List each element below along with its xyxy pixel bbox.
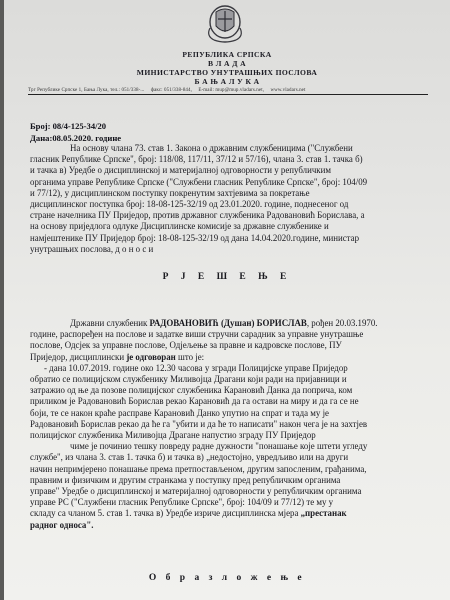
reference-number: Број: 08/4-125-34/20 [30, 121, 107, 131]
intro-line: дисциплинског поступка број: 18-08-125-32/19 од 23.01.2020. године, поднесеног од [30, 199, 349, 210]
employee-name: РАДОВАНОВИЋ (Душан) БОРИСЛАВ [149, 318, 307, 328]
intro-line: стране начелника ПУ Приједор, против државног службеника Радовановић Борислава, а [30, 210, 365, 221]
letterhead-government: В Л А Д А [207, 59, 247, 68]
reference-date: Дана:08.05.2020. године [30, 133, 122, 143]
intro-line: унутрашњих послова, д о н о с и [30, 243, 154, 254]
intro-line: и 77/12), у дисциплинском поступку покренутим захтјевима за покретање [30, 187, 310, 198]
decision-paragraph [30, 318, 434, 531]
decision-heading: Р Ј Е Ш Е Њ Е [162, 272, 292, 282]
contact-web: www.vladars.net [270, 88, 306, 93]
intro-line: на основу приједлога одлуке Дисциплинске комисије за државне службенике и [30, 221, 329, 232]
letterhead-ministry: МИНИСТАРСТВО УНУТРАШЊИХ ПОСЛОВА [136, 68, 318, 77]
document-page [4, 0, 450, 600]
sanction-line-end: радног односа". [30, 519, 94, 530]
violation-line: чиме је починио тешку повреду радне дужности "понашање које штети угледу [70, 441, 368, 452]
incident-line: приликом је Радовановић Борислав рекао Карановић да га остави на миру и да га се не [30, 396, 359, 407]
contact-address: Трг Републике Српске 1, Бања Лука, тел.: 051/338-... [28, 88, 145, 93]
coat-of-arms-icon [200, 2, 250, 46]
decision-line: године, распоређен на послове и задатке виши стручни сарадник за управне унутрашње [30, 329, 364, 340]
decision-line-4-pre: Приједор, дисциплински [30, 351, 127, 362]
intro-line: На основу члана 73. став 1. Закона о државним службеницима ("Службени [70, 143, 353, 153]
sanction-line-pre: складу са чланом 5. став 1. тачка в) Уредбе изриче дисциплинска мјера [30, 508, 301, 519]
violation-line: начин непримјерено понашање према претпостављеном, другим запосленим, грађанима, [30, 463, 367, 474]
letterhead-republic: РЕПУБЛИКА СРПСКА [182, 50, 272, 59]
incident-line: - дана 10.07.2019. године око 12.30 часова у згради Полицијске управе Приједор [44, 362, 348, 373]
contact-email: Е-mail: mup@mup.vladars.net, [198, 88, 265, 93]
decision-line-1 [30, 318, 434, 329]
sanction-line [30, 508, 434, 519]
incident-line: затражио од ње да позове полицијског службеника Карановић Данка да поприча, ком [30, 385, 353, 396]
intro-line: органима управе Републике Српске ("Службени гласник Републике Српске", број: 104/09 [30, 176, 368, 187]
letterhead-city: Б А Њ А Л У К А [194, 77, 260, 86]
intro-line: и тачка в) Уредбе о дисциплинској и материјалној одговорности у републичким [30, 165, 331, 176]
decision-line-1-post: , рођен 20.03.1970. [306, 318, 378, 328]
intro-paragraph [30, 143, 434, 255]
letterhead [4, 50, 450, 86]
reasoning-heading: О б р а з л о ж е њ е [148, 573, 306, 583]
decision-line-4-post: што је: [175, 351, 205, 362]
reference-block [30, 120, 121, 144]
decision-line: послове, Одсјек за управне послове, Одјељење за правне и кадровске послове, ПУ [30, 340, 342, 351]
incident-line: полицијског службеника Миливојца Драгане напустио зграду ПУ Приједор [30, 430, 316, 441]
incident-line: боји, те се након краће расправе Карановић Данко упутио на спрат и тада му је [30, 407, 329, 418]
incident-line: Радовановић Борислав рекао да ће га "убити и да ће то написати" након чега је на захтјев [30, 418, 368, 429]
contact-fax: факс: 051/338-844, [150, 88, 192, 93]
sanction-phrase: „престанак [300, 508, 347, 519]
contact-line [28, 88, 428, 95]
violation-line: службе", из члана 3. став 1. тачка б) и тачка в) „недостојно, увредљиво или на други [30, 452, 349, 463]
intro-line: гласник Републике Српске", број: 118/08, 117/11, 37/12 и 57/16), члана 3. став 1. тачка б) [30, 154, 363, 165]
incident-line: обратио се полицијском службенику Миливојца Драгани који ради на пријавници и [30, 374, 347, 385]
violation-line: правним и физичким и другим странкама у поступку пред републичким органима [30, 474, 341, 485]
decision-line-1-pre: Државни службеник [70, 318, 150, 328]
responsibility-phrase: је одговоран [126, 351, 176, 362]
intro-line: намјештенике ПУ Приједор број: 18-08-125-32/19 од дана 14.04.2020.године, министар [30, 232, 360, 243]
decision-line-4 [30, 352, 434, 363]
violation-line: управе" Уредбе о дисциплинској и материјалној одговорности у републичким органима [30, 486, 362, 497]
violation-line: управе РС ("Службени гласник Републике Српске", број: 104/09 и 77/12) те му у [30, 497, 334, 508]
